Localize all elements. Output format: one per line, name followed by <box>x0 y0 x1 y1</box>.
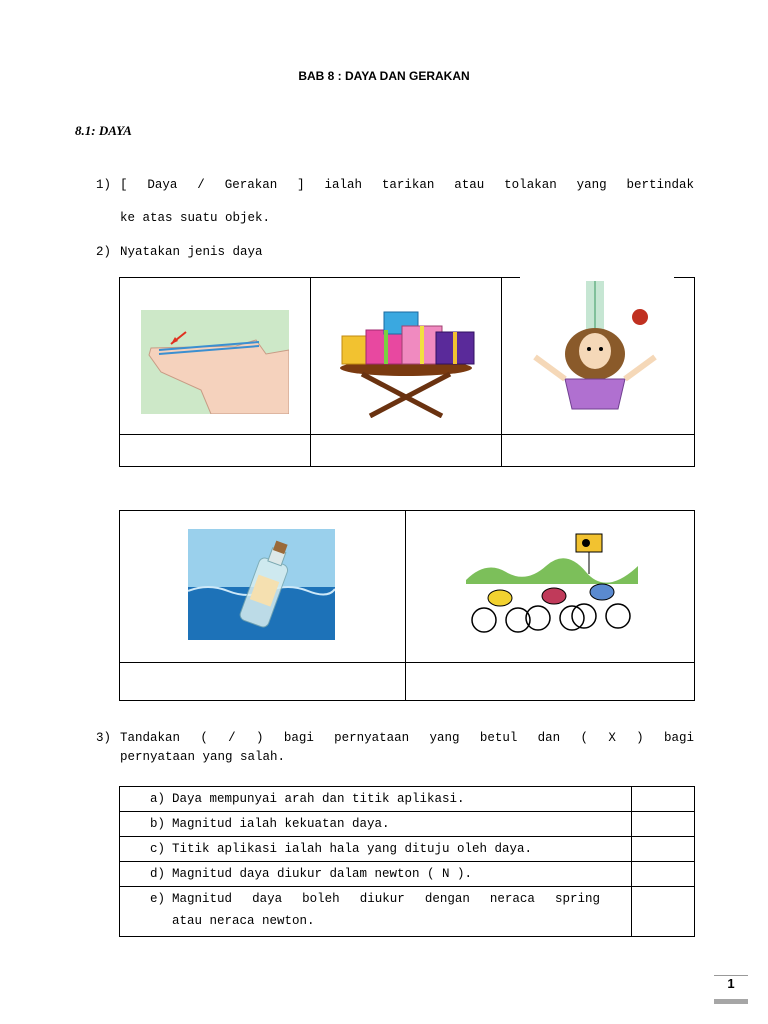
question-3-line-1: Tandakan ( / ) bagi pernyataan yang betul dan ( X ) bagi <box>120 731 694 745</box>
question-2-number: 2) <box>96 245 112 259</box>
question-1-line-1: [ Daya / Gerakan ] ialah tarikan atau tolakan yang bertindak <box>120 178 694 192</box>
answer-box-e[interactable] <box>632 887 695 937</box>
answer-box-b[interactable] <box>632 812 695 837</box>
statement-text: Magnitud ialah kekuatan daya. <box>172 817 390 831</box>
statement-row-c <box>120 837 695 862</box>
answer-box-a[interactable] <box>632 787 695 812</box>
floating-bottle-image <box>188 529 335 640</box>
page-number: 1 <box>727 976 735 991</box>
true-false-table <box>119 786 695 937</box>
question-1-number: 1) <box>96 178 112 192</box>
answer-box-c[interactable] <box>632 837 695 862</box>
statement-row-e <box>120 887 695 937</box>
statement-text: Titik aplikasi ialah hala yang dituju oleh daya. <box>172 842 533 856</box>
statement-text: Magnitud daya diukur dalam newton ( N ). <box>172 867 473 881</box>
statement-letter: b) <box>150 817 166 831</box>
statement-text: Daya mempunyai arah dan titik aplikasi. <box>172 792 465 806</box>
section-heading: 8.1: DAYA <box>75 123 132 138</box>
question-3-line-2: pernyataan yang salah. <box>120 750 286 764</box>
answer-cell-3[interactable] <box>502 435 695 467</box>
apple-falling-woman-image <box>520 279 670 411</box>
statement-row-b <box>120 812 695 837</box>
gift-boxes-table-image <box>332 308 480 418</box>
statement-row-d <box>120 862 695 887</box>
answer-cell-2[interactable] <box>311 435 502 467</box>
answer-cell-5[interactable] <box>406 663 695 701</box>
statement-text: Magnitud daya boleh diukur dengan neraca spring <box>172 892 600 906</box>
statement-letter: a) <box>150 792 166 806</box>
cyclists-racing-image <box>466 530 638 640</box>
page-title: BAB 8 : DAYA DAN GERAKAN <box>298 69 470 83</box>
question-2-text: Nyatakan jenis daya <box>120 245 263 259</box>
page-number-bar <box>714 999 748 1004</box>
answer-box-d[interactable] <box>632 862 695 887</box>
statement-letter: d) <box>150 867 166 881</box>
statement-letter: e) <box>150 892 166 906</box>
statement-text-continued: atau neraca newton. <box>172 914 315 928</box>
question-1-line-2: ke atas suatu objek. <box>120 211 271 225</box>
rubber-band-finger-image <box>141 310 289 414</box>
statement-letter: c) <box>150 842 166 856</box>
statement-row-a <box>120 787 695 812</box>
answer-cell-4[interactable] <box>120 663 406 701</box>
answer-cell-1[interactable] <box>120 435 311 467</box>
question-3-number: 3) <box>96 731 112 745</box>
